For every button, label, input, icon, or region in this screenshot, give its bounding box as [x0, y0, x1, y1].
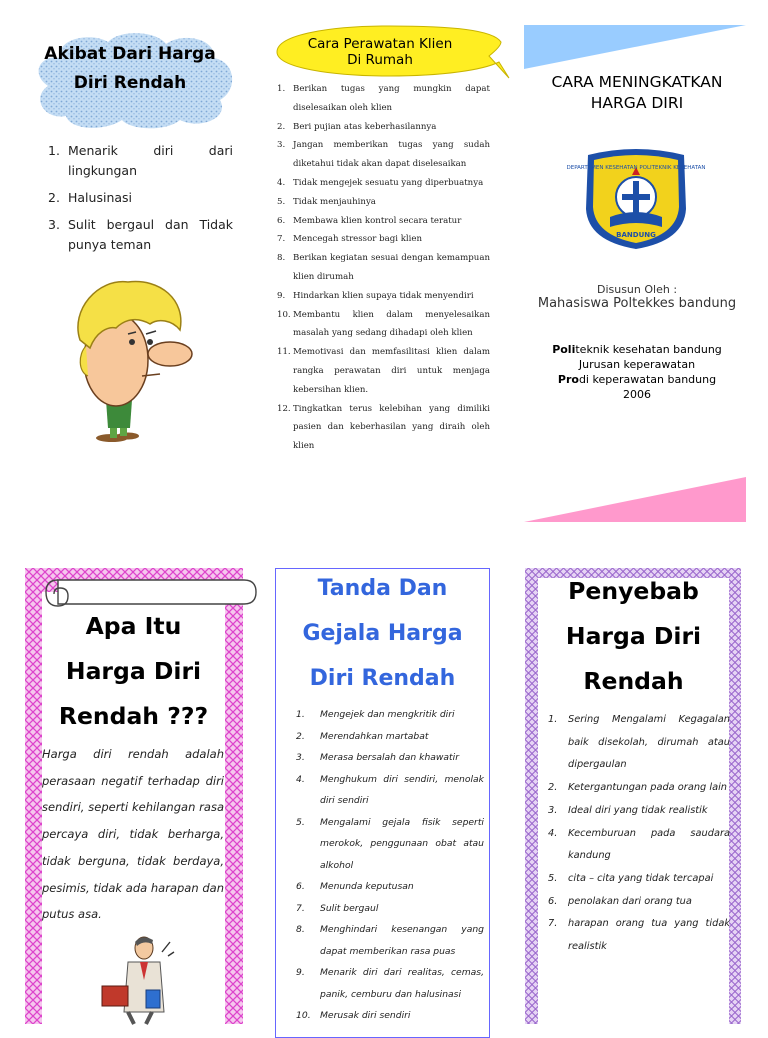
list-item: 2. Ketergantungan pada orang lain — [548, 782, 728, 794]
list-item: 3. Merasa bersalah dan khawatir — [296, 752, 459, 763]
list-item: 1. Sering Mengalami Kegagalan baik disekolah, dirumah atau dipergaulan — [548, 714, 730, 771]
logo-text-top: DEPARTEMEN KESEHATAN POLITEKNIK KESEHATAN — [566, 165, 706, 171]
list-item: 6. penolakan dari orang tua — [548, 895, 692, 907]
list-item: 10. Membantu klien dalam menyelesaikan masalah yang sedang dihadapi oleh klien — [277, 309, 490, 339]
institution-line: Jurusan keperawatan — [578, 358, 696, 371]
panel4-body: Harga diri rendah adalah perasaan negatif terhadap diri sendiri, seperti kehilangan rasa percaya diri, tidak berharga, tidak berguna, tidak berdaya, pesimis, tidak ada harapan dan putus asa. — [42, 747, 224, 922]
panel1-list — [48, 141, 233, 262]
panel2-title: Cara Perawatan Klien Di Rumah — [307, 36, 453, 68]
institution-line: Politeknik kesehatan bandung — [552, 343, 722, 356]
list-item: 3. Ideal diri yang tidak realistik — [548, 804, 708, 816]
list-item: 5. Mengalami gejala fisik seperti merokok, penggunaan obat atau alkohol — [296, 816, 484, 871]
list-item: 3. Jangan memberikan tugas yang sudah diketahui tidak akan dapat diselesaikan — [277, 140, 490, 170]
panel5-title: Tanda Dan Gejala Harga Diri Rendah — [302, 576, 463, 691]
list-item: 2. Beri pujian atas keberhasilannya — [277, 121, 437, 132]
panel4-title: Apa Itu Harga Diri Rendah ??? — [58, 612, 209, 730]
list-item: 4. Menghukum diri sendiri, menolak diri sendiri — [296, 773, 484, 806]
top-triangle-decoration — [524, 25, 746, 69]
list-item: 5. Tidak menjauhinya — [277, 196, 376, 207]
institution-block — [526, 342, 748, 402]
panel5-list — [296, 704, 484, 1027]
list-item: 8. Berikan kegiatan sesuai dengan kemampuan klien dirumah — [277, 253, 490, 282]
list-item: 2. Merendahkan martabat — [296, 730, 429, 742]
list-item: 2. Halusinasi — [48, 190, 133, 205]
list-item: 1. Berikan tugas yang mungkin dapat diselesaikan oleh klien — [277, 84, 490, 113]
list-item: 4. Kecemburuan pada saudara kandung — [548, 827, 730, 862]
panel6-title: Penyebab Harga Diri Rendah — [565, 577, 702, 695]
list-item: 9. Hindarkan klien supaya tidak menyendiri — [277, 290, 474, 301]
list-item: 6. Membawa klien kontrol secara teratur — [277, 215, 462, 226]
list-item: 3. Sulit bergaul dan Tidak punya teman — [48, 217, 233, 252]
institution-line: Prodi keperawatan bandung — [557, 373, 717, 386]
list-item: 4. Tidak mengejek sesuatu yang diperbuatnya — [277, 177, 484, 188]
logo-text-bottom: BANDUNG — [616, 231, 656, 239]
panel3-title: CARA MENINGKATKAN HARGA DIRI — [551, 73, 723, 112]
list-item: 7. harapan orang tua yang tidak realistik — [548, 918, 730, 953]
list-item: 6. Menunda keputusan — [296, 881, 414, 892]
list-item: 9. Menarik diri dari realitas, cemas, panik, cemburu dan halusinasi — [296, 967, 484, 1000]
panel2-list — [277, 80, 490, 456]
list-item: 1. Mengejek dan mengkritik diri — [296, 709, 455, 720]
list-item: 7. Mencegah stressor bagi klien — [277, 234, 423, 245]
businessman-image — [82, 934, 174, 1024]
confused-boy-image — [66, 276, 196, 448]
list-item: 12. Tingkatkan terus kelebihan yang dimiliki pasien dan keberhasilan yang diraih oleh klien — [277, 403, 490, 452]
list-item: 7. Sulit bergaul — [296, 902, 379, 914]
disusun-label: Disusun Oleh : — [596, 283, 678, 296]
list-item: 5. cita – cita yang tidak tercapai — [548, 872, 714, 884]
panel1-title: Akibat Dari Harga Diri Rendah — [44, 44, 216, 93]
list-item: 11. Memotivasi dan memfasilitasi klien dalam rangka perawatan diri untuk menjaga kebersihan klien. — [277, 347, 490, 395]
list-item: 8. Menghindari kesenangan yang dapat memberikan rasa puas — [296, 924, 484, 957]
list-item: 10. Merusak diri sendiri — [296, 1010, 411, 1021]
institution-line: 2006 — [623, 388, 651, 401]
panel6-list — [548, 709, 730, 959]
bottom-triangle-decoration — [524, 477, 746, 522]
author-name: Mahasiswa Poltekkes bandung — [537, 296, 737, 311]
list-item: 1. Menarik diri dari lingkungan — [48, 143, 233, 178]
poltekkes-logo — [566, 147, 706, 250]
